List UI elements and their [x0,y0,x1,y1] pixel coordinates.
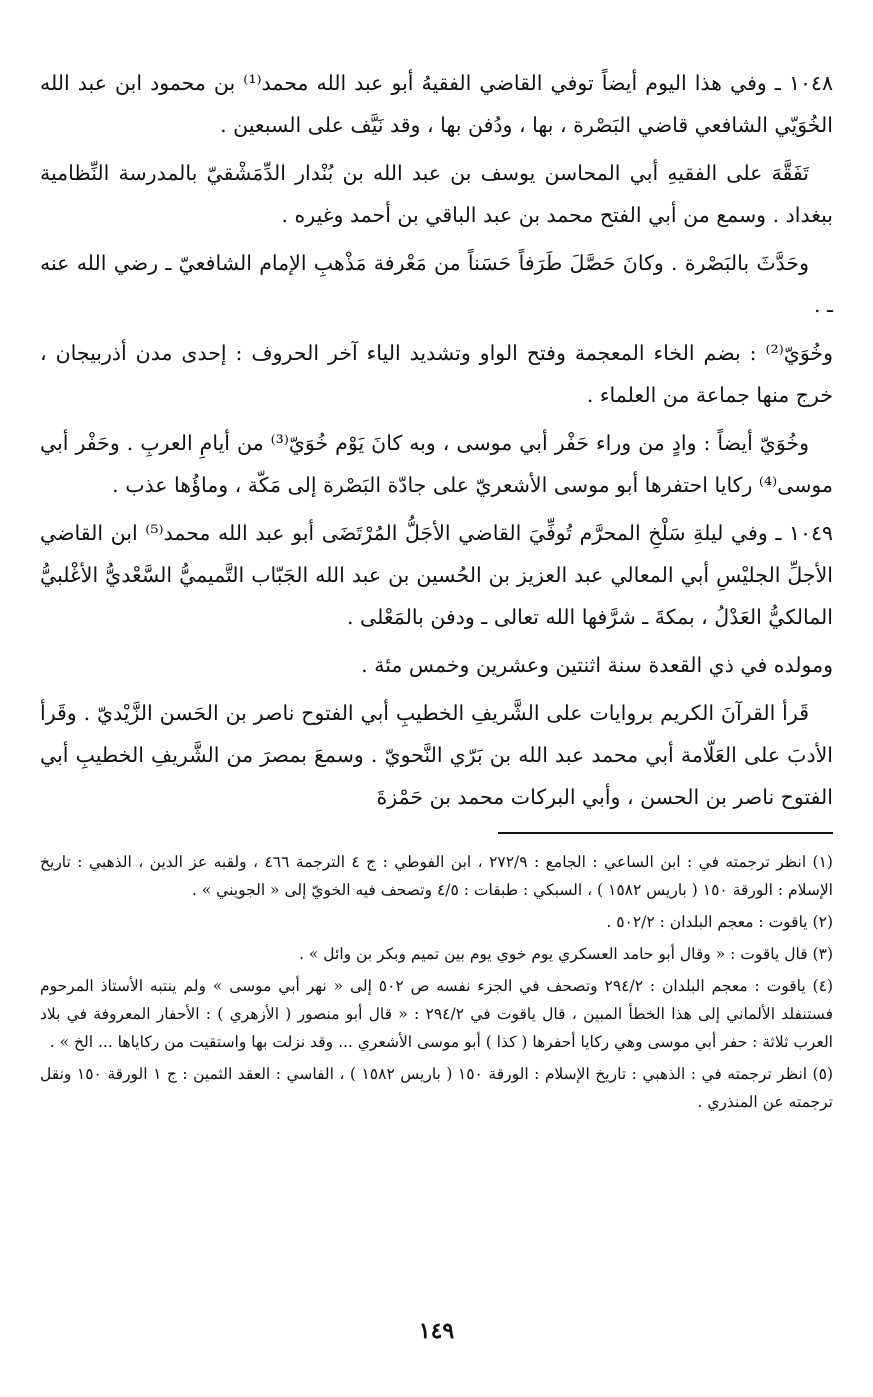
document-page [40,62,833,1120]
footnote-3: (٣) قال ياقوت : « وقال أبو حامد العسكري يوم خوي يوم بين تميم وبكر بن وائل » . [299,945,833,963]
body-paragraph: ومولده في ذي القعدة سنة اثنتين وعشرين وخمس مئة . [361,653,833,677]
body-paragraph: وحَدَّثَ بالبَصْرة . وكانَ حَصَّلَ طَرَفاً حَسَناً من مَعْرفة مَذْهبِ الإمام الشافعيّ ـ رضي الله عنه ـ . [40,251,833,317]
footnote-5: (٥) انظر ترجمته في : الذهبي : تاريخ الإسلام : الورقة ١٥٠ ( باريس ١٥٨٢ ) ، الفاسي : العقد الثمين : ج ١ الورقة ١٥٠ ونقل ترجمته عن المنذري . [40,1065,833,1111]
footnote-4: (٤) ياقوت : معجم البلدان : ٢٩٤/٢ وتصحف في الجزء نفسه ص ٥٠٢ إلى « نهر أبي موسى » ولم ينتبه الأستاذ المرحوم فستنفلد الألماني إلى هذا الخطأ المبين ، قال ياقوت في ٢٩٤/٢ : « قال أبو منصور ( الأزهري ) : الأحفار المعروفة في بلاد العرب ثلاثة : حفر أبي موسى وهي ركايا أحفرها ( كذا ) أبو موسى الأشعري ... وقد نزلت بها واستقيت من ركاياها ... الخ » . [40,977,833,1051]
footnote-separator [498,832,833,834]
body-paragraph: قَرأ القرآنَ الكريم بروايات على الشَّريفِ الخطيبِ أبي الفتوح ناصر بن الحَسن الزَّيْديّ . وقَرأ الأدبَ على العَلّامة أبي محمد عبد الله بن بَرّي النَّحويّ . وسمعَ بمصرَ من الشَّريفِ الخطيبِ أبي الفتوح ناصر بن الحسن ، وأبي البركات محمد بن حَمْزةَ [40,701,833,809]
page-number: ١٤٩ [418,1318,455,1344]
body-paragraph: تَفَقَّهَ على الفقيهِ أبي المحاسن يوسف بن عبد الله بن بُنْدار الدِّمَشْقيّ بالمدرسة النِّظامية ببغداد . وسمع من أبي الفتح محمد بن عبد الباقي بن أحمد وغيره . [40,161,833,227]
footnote-1: (١) انظر ترجمته في : ابن الساعي : الجامع : ٢٧٢/٩ ، ابن الفوطي : ج ٤ الترجمة ٤٦٦ ، ولقبه عز الدين ، الذهبي : تاريخ الإسلام : الورقة ١٥٠ ( باريس ١٥٨٢ ) ، السبكي : طبقات : ٤/٥ وتصحف فيه الخويّ إلى « الجويني » . [40,853,833,899]
footnote-2: (٢) ياقوت : معجم البلدان : ٥٠٢/٢ . [606,913,833,931]
entry-1048-paragraph: ١٠٤٨ ـ وفي هذا اليوم أيضاً توفي القاضي الفقيهُ أبو عبد الله محمد⁽¹⁾ بن محمود ابن عبد الله الخُوَيّي الشافعي قاضي البَصْرة ، بها ، ودُفن بها ، وقد نَيَّف على السبعين . [40,71,833,137]
entry-1049-paragraph: ١٠٤٩ ـ وفي ليلةِ سَلْخِ المحرَّم تُوفِّيَ القاضي الأجَلُّ المُرْتَضَى أبو عبد الله محمد⁽⁵⁾ ابن القاضي الأجلِّ الجليْسِ أبي المعالي عبد العزيز بن الحُسين بن عبد الله الجَبّاب التَّميميُّ السَّعْديُّ الأغْلبيُّ المالكيُّ العَدْلُ ، بمكةَ ـ شرَّفها الله تعالى ـ ودفن بالمَعْلى . [40,521,833,629]
footnotes [40,848,833,1116]
main-text [40,62,833,818]
body-paragraph: وخُوَيّ⁽²⁾ : بضم الخاء المعجمة وفتح الواو وتشديد الياء آخر الحروف : إحدى مدن أذربيجان ، خرج منها جماعة من العلماء . [40,341,833,407]
body-paragraph: وخُوَيّ أيضاً : وادٍ من وراء حَفْر أبي موسى ، وبه كانَ يَوْم خُوَيّ⁽³⁾ من أيامِ العربِ . وحَفْر أبي موسى⁽⁴⁾ ركايا احتفرها أبو موسى الأشعريّ على جادّة البَصْرة إلى مَكّة ، وماؤُها عذب . [40,431,833,497]
